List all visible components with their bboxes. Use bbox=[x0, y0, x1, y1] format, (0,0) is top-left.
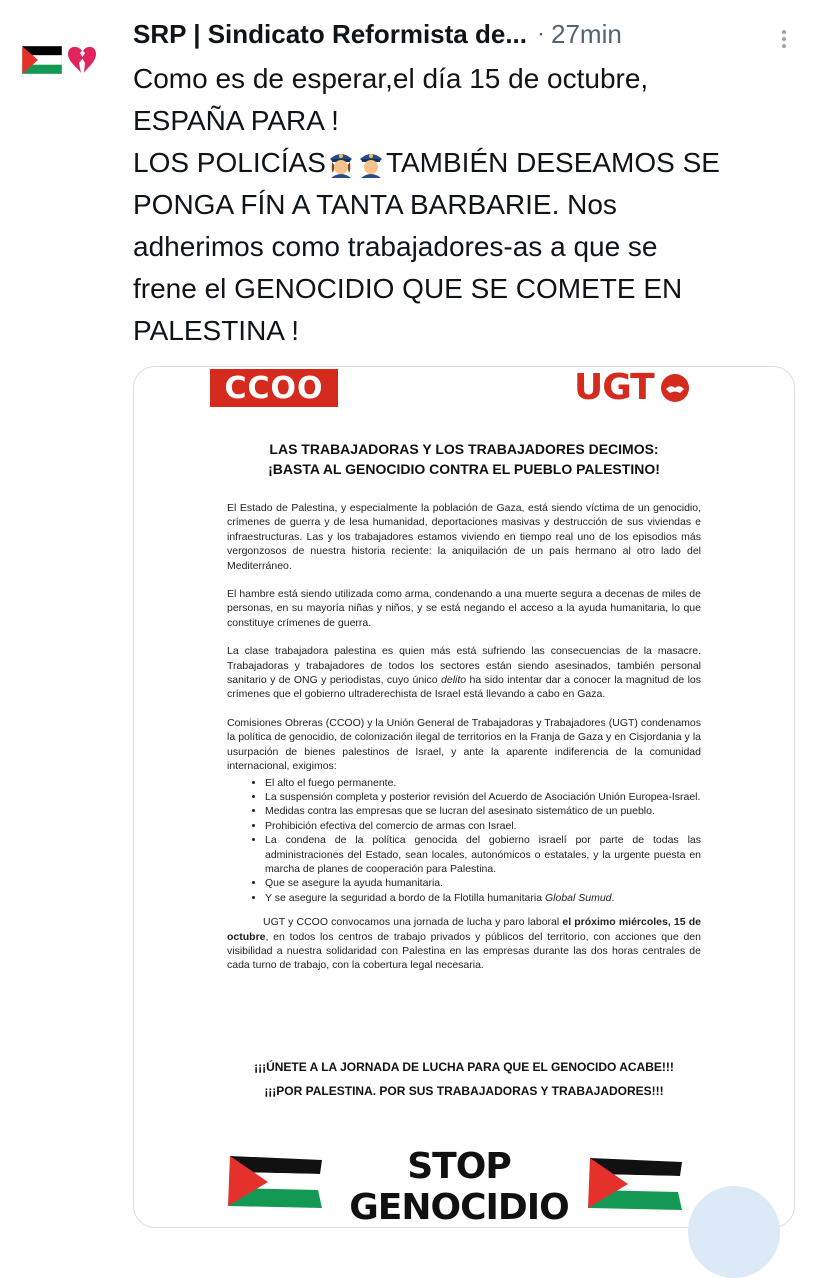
list-item: • Medidas contra las empresas que se lucran del asesinato sistemático de un pueblo. bbox=[265, 804, 701, 818]
list-item: • La condena de la política genocida del gobierno israelí por parte de todas las administraciones del Estado, sean locales, autonómicos o estatales, y la urgente puesta en marcha de planes de cooperación para Palestina. bbox=[265, 833, 701, 876]
paragraph-segment: ha sido intentar dar a conocer la magnitud de los crímenes que el gobierno ultraderechista de Israel está llevando a cabo en Gaza. bbox=[227, 674, 701, 701]
post-text-segment: LOS POLICÍAS bbox=[133, 147, 326, 178]
document-paragraph: El Estado de Palestina, y especialmente la población de Gaza, está siendo víctima de un genocidio, crímenes de guerra y de lesa humanidad, deportaciones masivas y destrucción de sus viviendas e infraestructuras. Las y los trabajadores estamos viviendo en tiempo real uno de los episodios más vergonzosos de nuestra historia reciente: la aniquilación de un país hermano al otro lado del Mediterráneo. bbox=[227, 502, 701, 572]
paragraph-segment: La clase trabajadora palestina es quien más está sufriendo las consecuencias de la masacre. Trabajadoras y trabajadores de todos los sectores están siendo asesinados, también personal sanitario y de ONG y periodistas, cuyo único bbox=[227, 645, 701, 687]
post-text-line bbox=[133, 142, 803, 184]
post-header bbox=[133, 16, 789, 52]
ugt-logo-text: UGT bbox=[574, 367, 654, 408]
document-body bbox=[227, 501, 701, 987]
broken-heart-icon bbox=[66, 45, 98, 75]
document-paragraph bbox=[227, 644, 701, 702]
list-item bbox=[265, 891, 701, 905]
ccoo-logo-text: CCOO bbox=[224, 370, 324, 406]
post-text-line: frene el GENOCIDIO QUE SE COMETE EN bbox=[133, 273, 683, 304]
stop-banner-text: STOP GENOCIDIO bbox=[349, 1146, 569, 1228]
list-item-segment: Global Sumud bbox=[544, 891, 612, 904]
ugt-logo bbox=[574, 367, 690, 408]
stop-genocidio-banner bbox=[226, 1142, 696, 1228]
document-title-line: LAS TRABAJADORAS Y LOS TRABAJADORES DECIMOS: bbox=[269, 441, 659, 457]
document-slogans bbox=[134, 1055, 794, 1103]
slogan-line: ¡¡¡POR PALESTINA. POR SUS TRABAJADORAS Y TRABAJADORES!!! bbox=[264, 1084, 664, 1098]
list-item: • El alto el fuego permanente. bbox=[265, 776, 701, 790]
document-title bbox=[134, 439, 794, 479]
ugt-handshake-icon bbox=[660, 373, 690, 403]
ccoo-logo bbox=[210, 369, 338, 407]
post-text-line: PONGA FÍN A TANTA BARBARIE. Nos bbox=[133, 189, 617, 220]
post-text-line: PALESTINA ! bbox=[133, 315, 299, 346]
paragraph-segment: el próximo miércoles, 15 de octubre bbox=[227, 916, 701, 943]
policeman-emoji-icon bbox=[357, 148, 385, 178]
header-separator: · bbox=[537, 20, 545, 47]
post-media-image[interactable] bbox=[133, 366, 795, 1228]
palestine-flag-icon bbox=[226, 1152, 326, 1212]
paragraph-segment: delito bbox=[441, 674, 467, 687]
palestine-flag-icon bbox=[22, 46, 62, 74]
list-item-segment: . bbox=[611, 891, 615, 904]
post-text bbox=[133, 58, 803, 352]
list-item: • Que se asegure la ayuda humanitaria. bbox=[265, 876, 701, 890]
document-title-line: ¡BASTA AL GENOCIDIO CONTRA EL PUEBLO PALESTINO! bbox=[268, 461, 660, 477]
author-name[interactable]: SRP | Sindicato Reformista de... bbox=[133, 18, 527, 49]
document-paragraph: Comisiones Obreras (CCOO) y la Unión General de Trabajadoras y Trabajadores (UGT) condenamos la política de genocidio, de colonización ilegal de territorios en la Franja de Gaza y en Cisjordania y la usurpación de bienes palestinos de Israel, y ante la aparente indiferencia de la comunidad internacional, exigimos: bbox=[227, 716, 701, 773]
list-item: • Prohibición efectiva del comercio de armas con Israel. bbox=[265, 819, 701, 833]
palestine-flag-icon bbox=[586, 1154, 686, 1214]
document-paragraph: El hambre está siendo utilizada como arma, condenando a una muerte segura a decenas de miles de personas, en su mayoría niñas y niños, y se está negando el acceso a la ayuda humanitaria, lo que constituye crímenes de guerra. bbox=[227, 588, 701, 629]
paragraph-segment: , en todos los centros de trabajo privados y públicos del territorio, con acciones que den visibilidad a nuestra solidaridad con Palestina en las empresas durante las dos horas centrales de cada turno de trabajo, con la cobertura legal necesaria. bbox=[227, 930, 701, 972]
post-timestamp[interactable]: 27min bbox=[551, 18, 622, 49]
avatar[interactable] bbox=[22, 36, 100, 84]
demands-list bbox=[227, 776, 701, 906]
post-text-line: ESPAÑA PARA ! bbox=[133, 105, 339, 136]
list-item-segment: Y se asegure la seguridad a bordo de la Flotilla humanitaria bbox=[265, 891, 545, 904]
slogan-line: ¡¡¡ÚNETE A LA JORNADA DE LUCHA PARA QUE EL GENOCIDO ACABE!!! bbox=[254, 1060, 674, 1074]
policewoman-emoji-icon bbox=[327, 148, 355, 178]
list-item: • La suspensión completa y posterior revisión del Acuerdo de Asociación Unión Europea-Israel. bbox=[265, 790, 701, 804]
post-text-segment: TAMBIÉN DESEAMOS SE bbox=[385, 147, 720, 178]
more-options-icon[interactable] bbox=[769, 30, 799, 48]
post-text-line: Como es de esperar,el día 15 de octubre, bbox=[133, 63, 649, 94]
document-paragraph bbox=[227, 915, 701, 973]
paragraph-segment: UGT y CCOO convocamos una jornada de lucha y paro laboral bbox=[263, 916, 563, 929]
post-text-line: adherimos como trabajadores-as a que se bbox=[133, 231, 658, 262]
